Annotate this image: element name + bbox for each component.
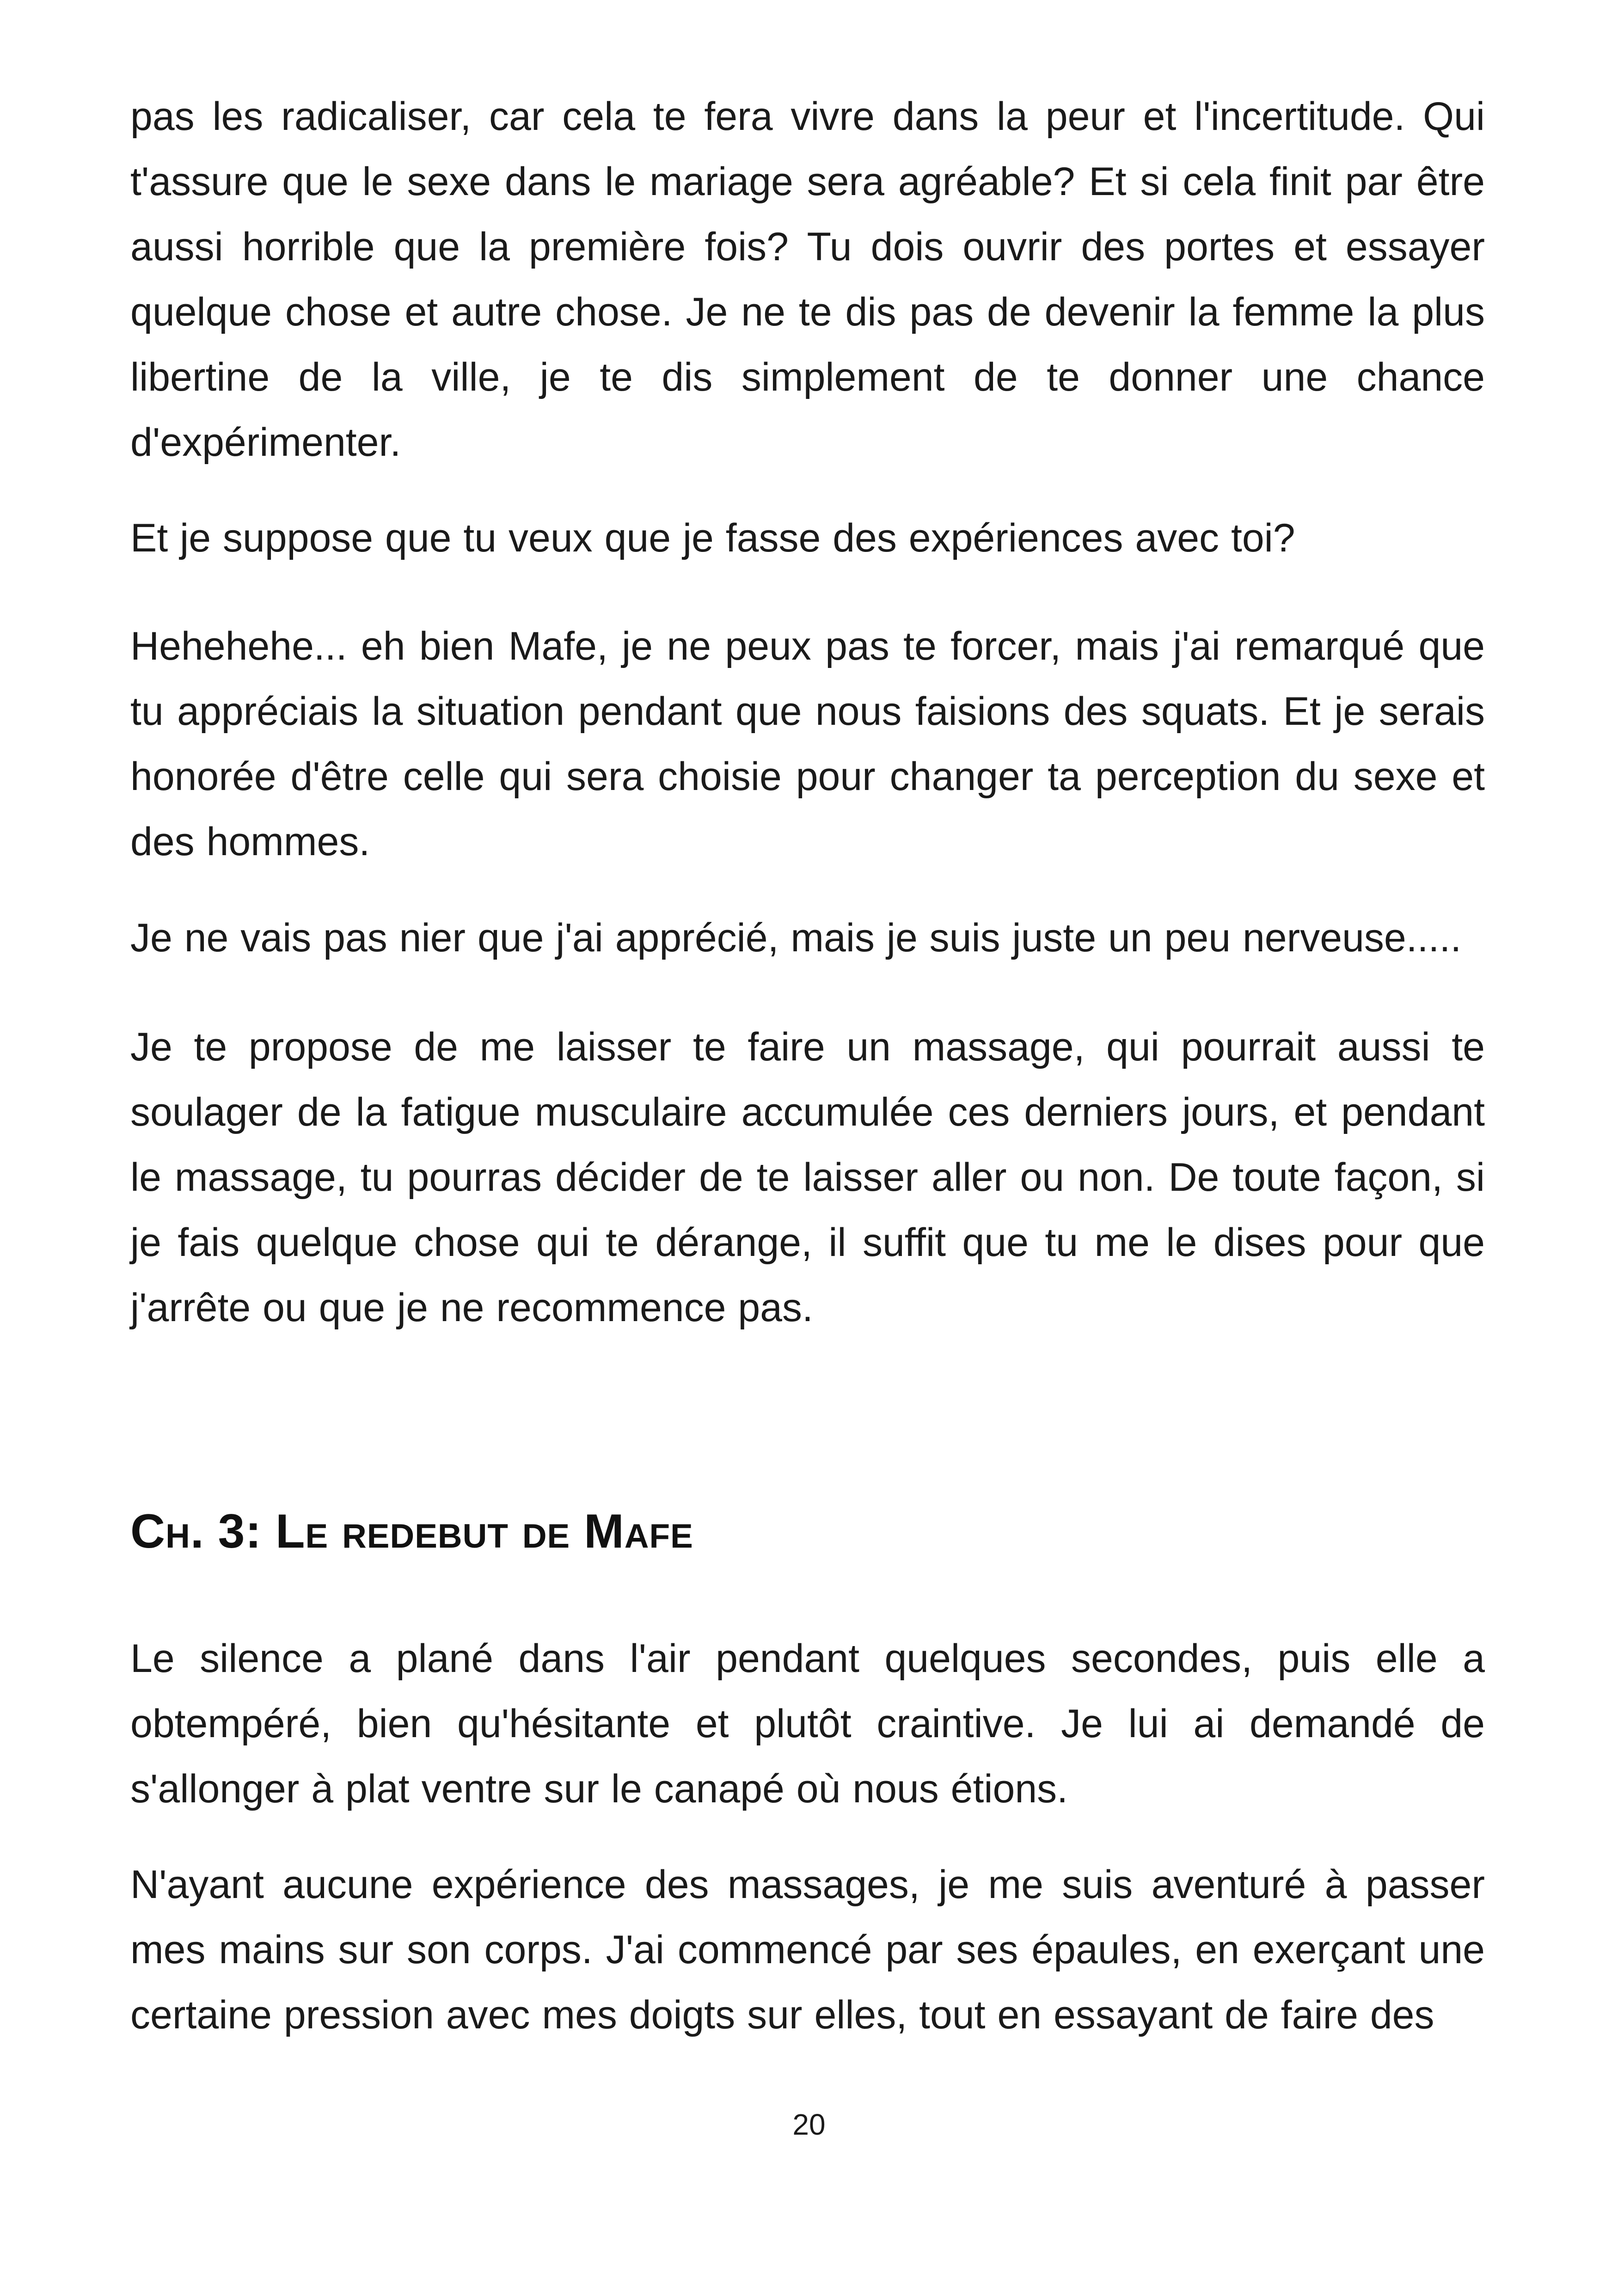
paragraph: Je te propose de me laisser te faire un massage, qui pourrait aussi te soulager de la fatigue musculaire accumulée ces derniers jours, et pendant le massage, tu pourras décider de te laisser aller ou non. De toute façon, si je fais quelque chose qui te dérange, il suffit que tu me le dises pour que j'arrête ou que je ne recommence pas.: [130, 1025, 1485, 1330]
paragraph: Et je suppose que tu veux que je fasse des expériences avec toi?: [130, 516, 1295, 560]
paragraph: Le silence a plané dans l'air pendant quelques secondes, puis elle a obtempéré, bien qu'hésitante et plutôt craintive. Je lui ai demandé de s'allonger à plat ventre sur le canapé où nous étions.: [130, 1636, 1485, 1811]
paragraph: Hehehehe... eh bien Mafe, je ne peux pas te forcer, mais j'ai remarqué que tu appréciais la situation pendant que nous faisions des squats. Et je serais honorée d'être celle qui sera choisie pour changer ta perception du sexe et des hommes.: [130, 624, 1485, 864]
page-number: 20: [792, 2108, 826, 2141]
paragraph: pas les radicaliser, car cela te fera vivre dans la peur et l'incertitude. Qui t'assure que le sexe dans le mariage sera agréable? Et si cela finit par être aussi horrible que la première fois? Tu dois ouvrir des portes et essayer quelque chose et autre chose. Je ne te dis pas de devenir la femme la plus libertine de la ville, je te dis simplement de te donner une chance d'expérimenter.: [130, 94, 1485, 465]
chapter-heading: Ch. 3: Le redebut de Mafe: [130, 1505, 693, 1558]
paragraph: Je ne vais pas nier que j'ai apprécié, mais je suis juste un peu nerveuse.....: [130, 916, 1462, 960]
paragraph: N'ayant aucune expérience des massages, je me suis aventuré à passer mes mains sur son corps. J'ai commencé par ses épaules, en exerçant une certaine pression avec mes doigts sur elles, tout en essayant de faire des: [130, 1862, 1485, 2037]
